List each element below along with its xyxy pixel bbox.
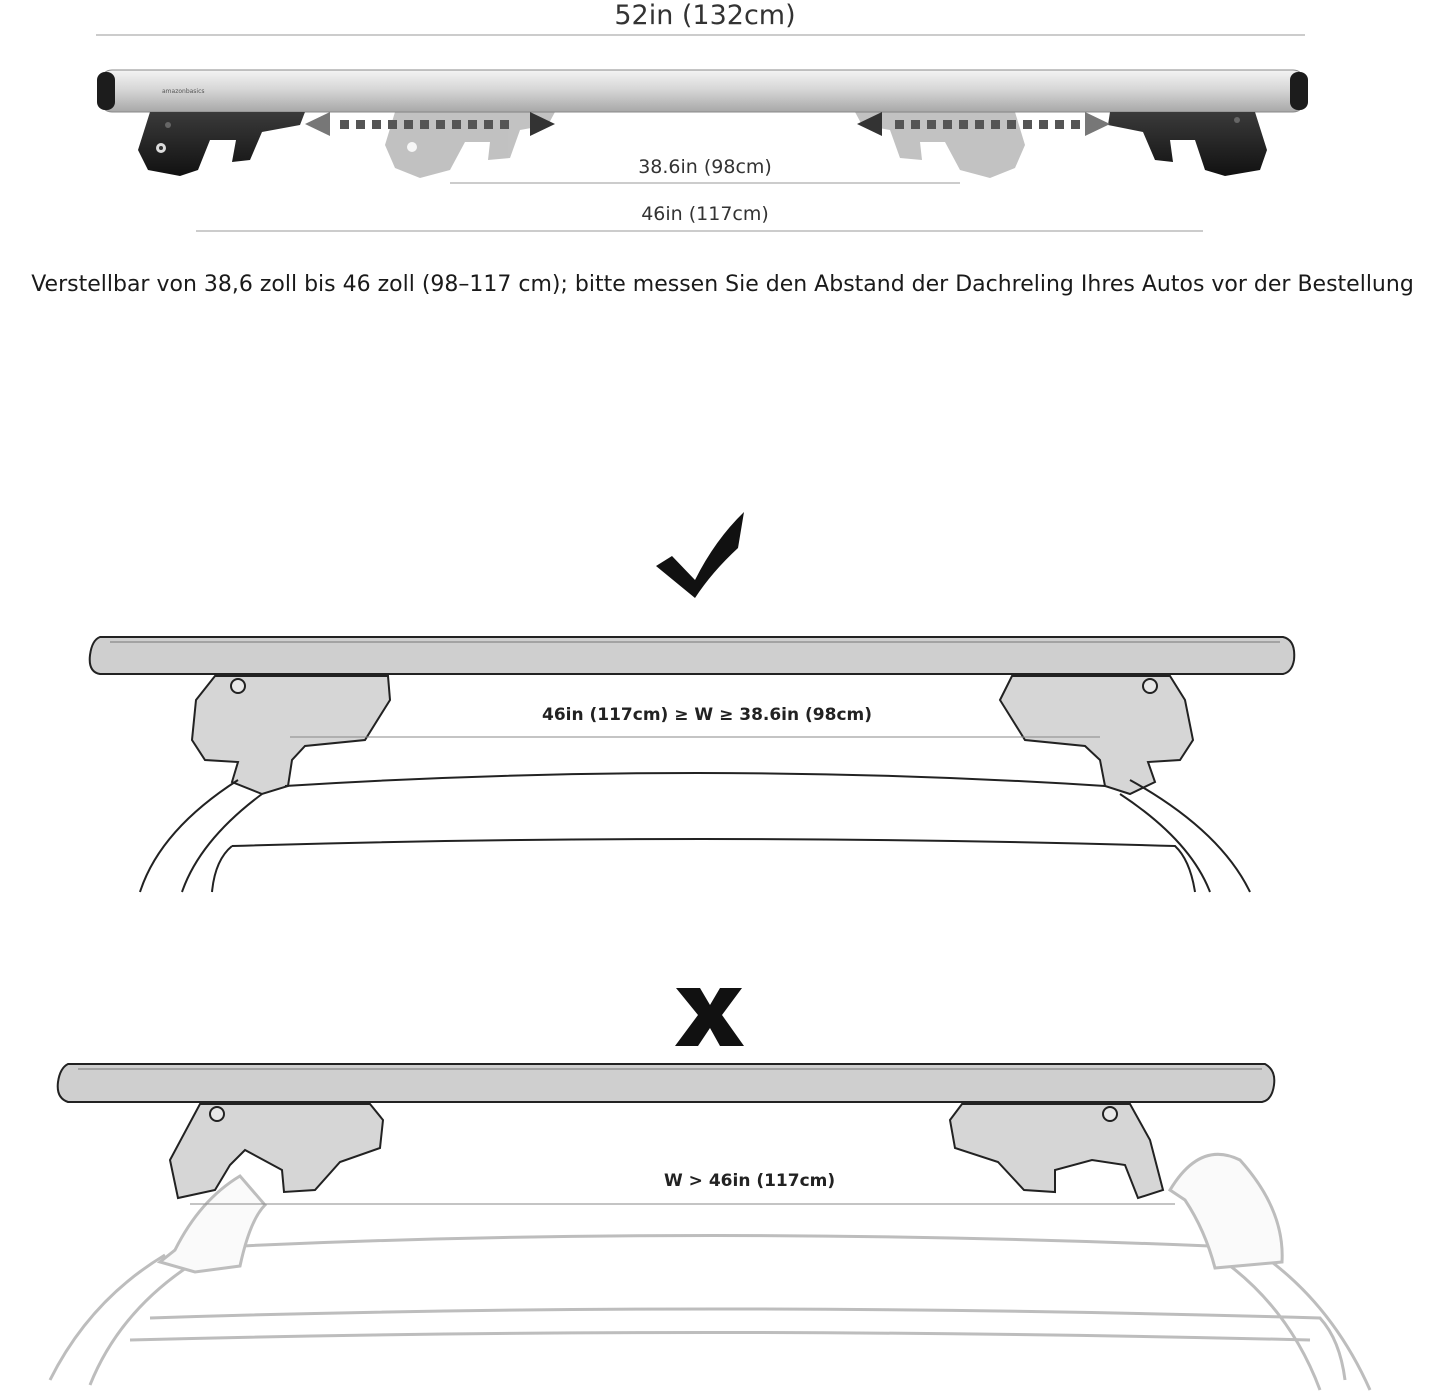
correct-fit-diagram [90, 637, 1295, 892]
incorrect-fit-label: W > 46in (117cm) [664, 1171, 836, 1191]
correct-fit-label: 46in (117cm) ≥ W ≥ 38.6in (98cm) [542, 705, 873, 725]
bar-length-label: 52in (132cm) [614, 0, 796, 31]
brand-mark: amazonbasics [162, 88, 205, 95]
roof-bar-photo [97, 70, 1308, 112]
left-foot-photo [138, 112, 305, 176]
check-icon [656, 512, 744, 598]
max-width-label: 46in (117cm) [641, 203, 769, 225]
right-foot-photo [1108, 112, 1267, 176]
min-width-label: 38.6in (98cm) [638, 156, 772, 178]
adjustment-caption: Verstellbar von 38,6 zoll bis 46 zoll (98–117 cm); bitte messen Sie den Abstand der Dachreling Ihres Autos vor der Bestellung [31, 272, 1414, 297]
cross-icon [675, 988, 744, 1046]
